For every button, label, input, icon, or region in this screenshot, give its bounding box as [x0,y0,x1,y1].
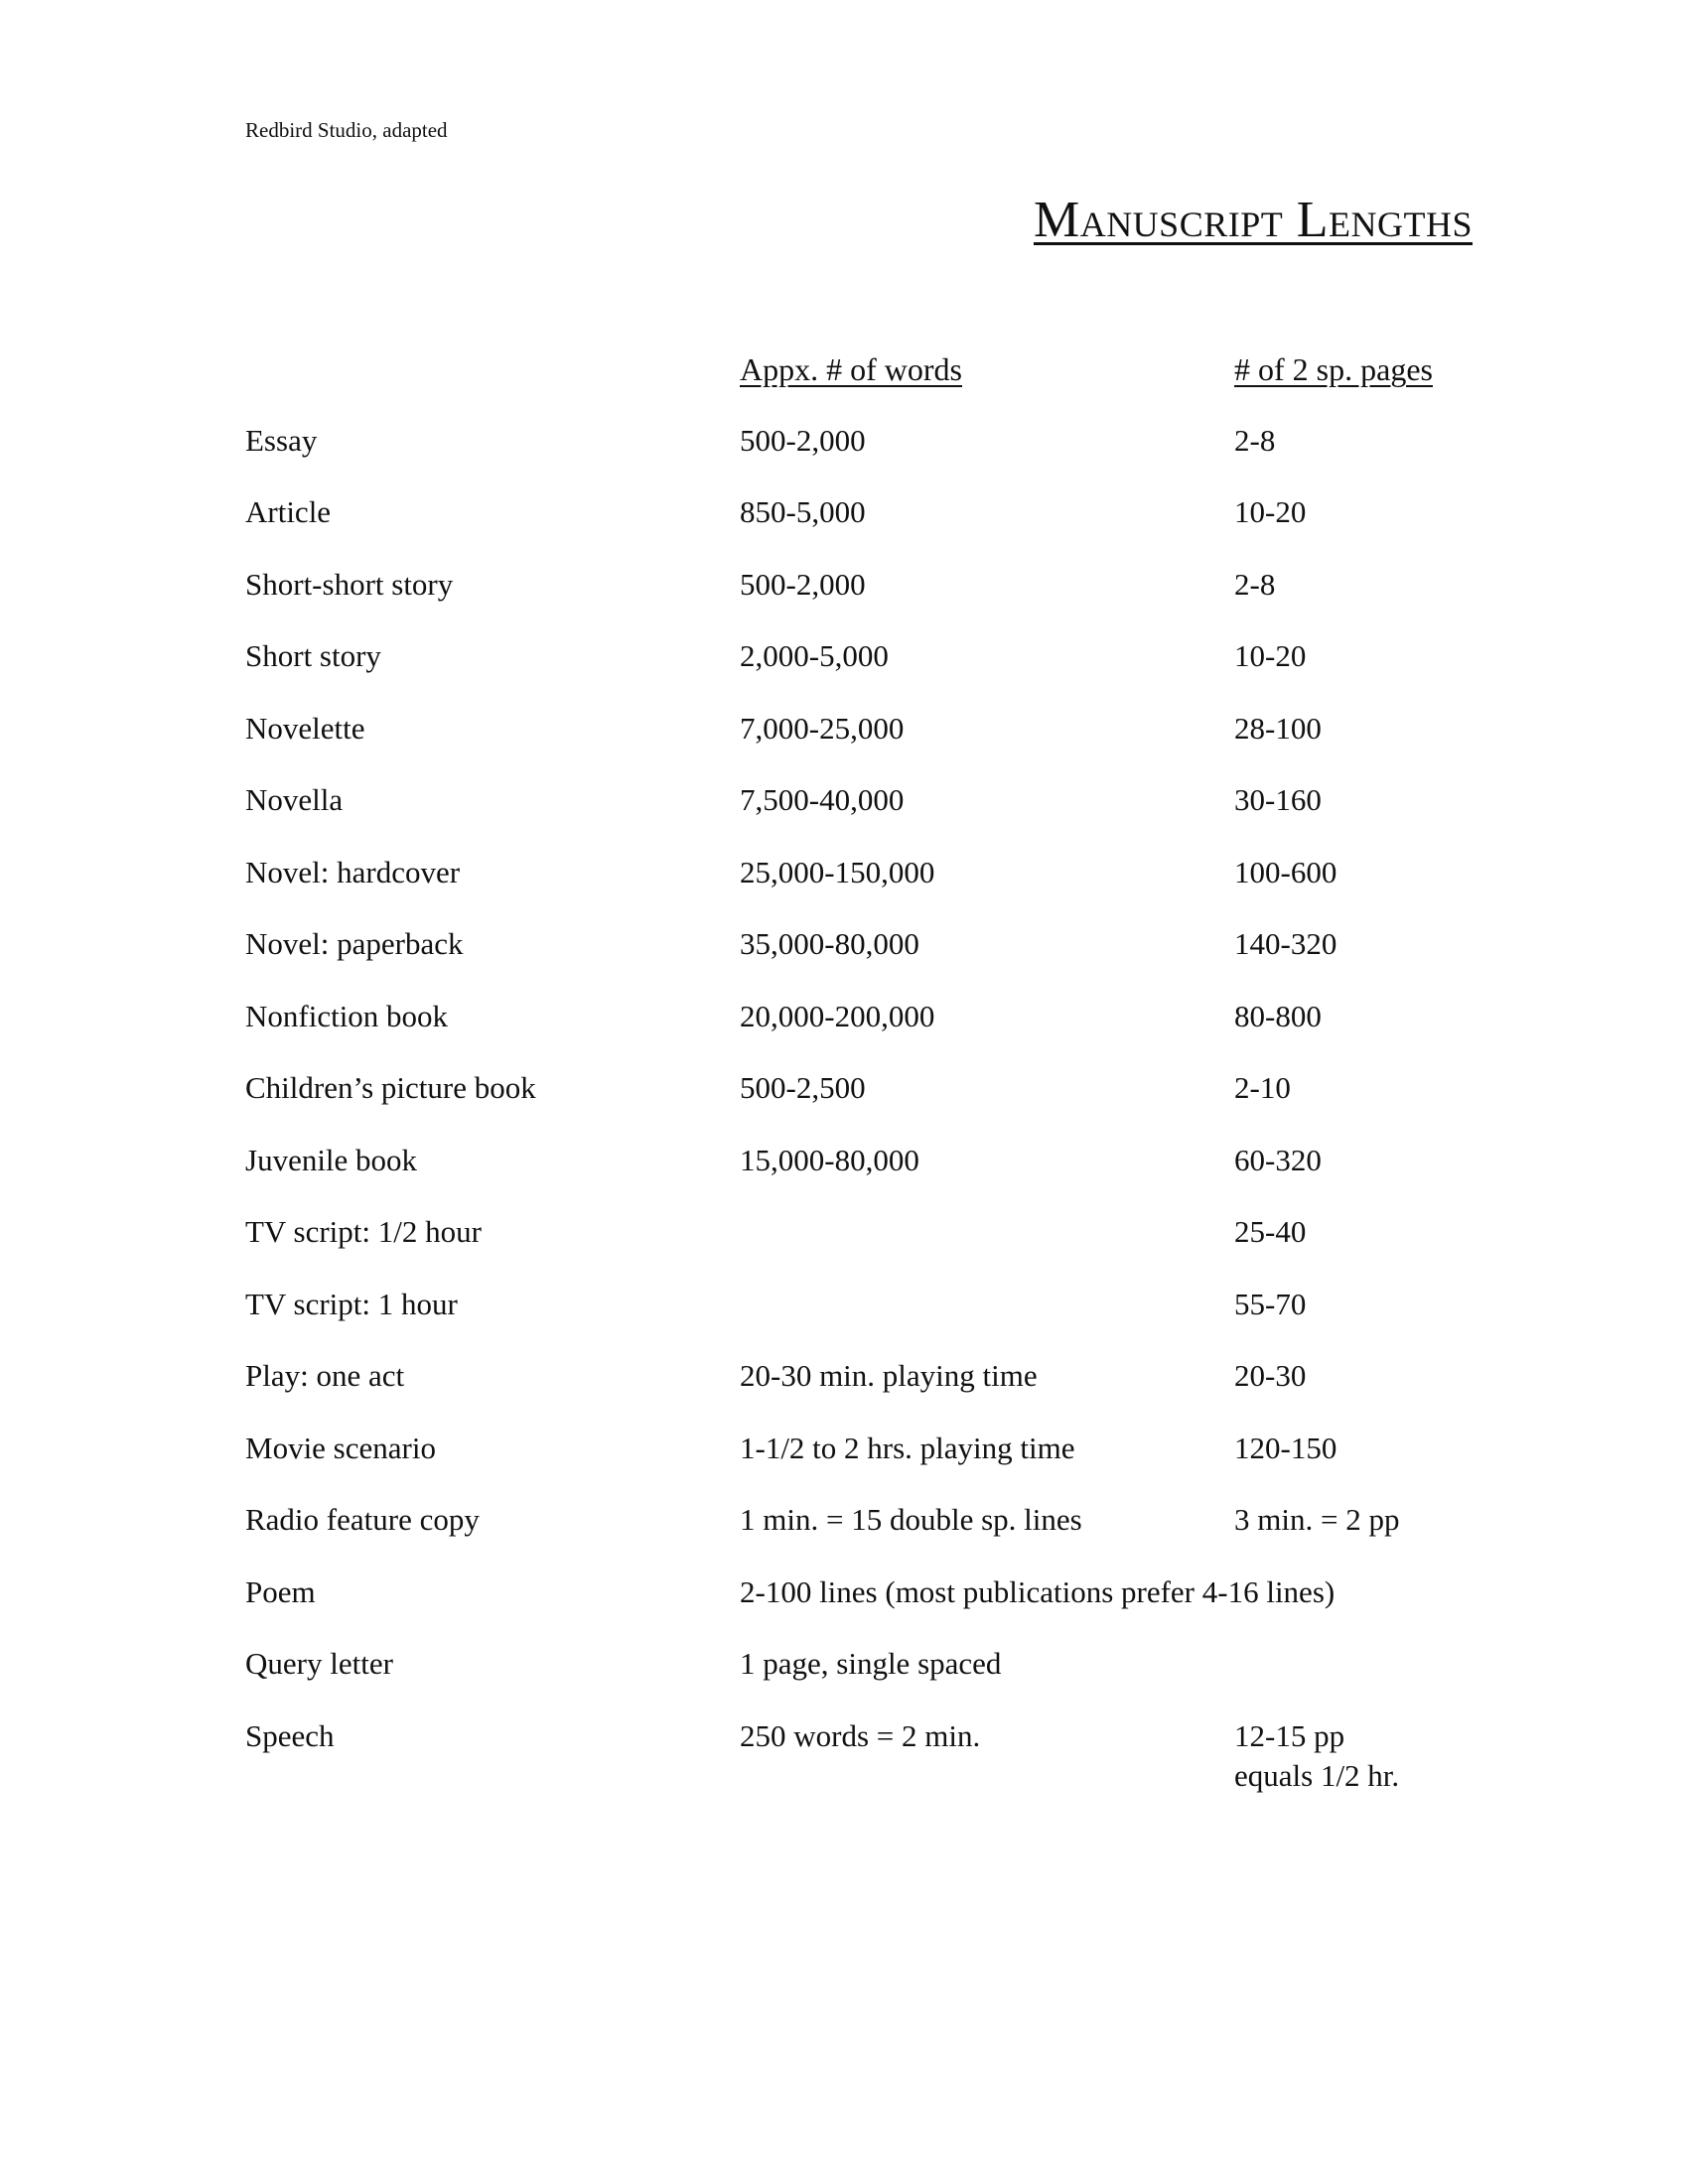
page-count: 28-100 [1234,711,1322,746]
page-count: 100-600 [1234,855,1337,889]
table-row [0,997,1688,1036]
page-count: 80-800 [1234,999,1322,1033]
page-count: 120-150 [1234,1431,1337,1465]
page-title: Manuscript Lengths [1033,192,1473,248]
manuscript-type: Novel: hardcover [245,855,461,889]
word-count: 15,000-80,000 [740,1143,919,1177]
table-row [0,1429,1688,1468]
table-row [0,780,1688,820]
page-count: 2-8 [1234,567,1276,602]
manuscript-type: Juvenile book [245,1143,418,1177]
manuscript-type: Short story [245,638,381,673]
manuscript-type: Speech [245,1718,335,1753]
page-count-main: 12-15 pp [1234,1718,1345,1753]
manuscript-type: Article [245,494,332,529]
table-row [0,1500,1688,1540]
page-count: 20-30 [1234,1358,1307,1393]
word-count: 1 page, single spaced [740,1646,1002,1681]
page-count: 2-8 [1234,423,1276,458]
table-row [0,709,1688,749]
word-count: 7,500-40,000 [740,782,905,817]
table-row [0,853,1688,892]
table-row [0,492,1688,532]
manuscript-type: Nonfiction book [245,999,449,1033]
table-row [0,565,1688,605]
table-row [0,1141,1688,1180]
word-count: 7,000-25,000 [740,711,905,746]
manuscript-type: Novelette [245,711,365,746]
table-row [0,636,1688,676]
table-row [0,1716,1688,1796]
manuscript-type: Novella [245,782,344,817]
page-count: 30-160 [1234,782,1322,817]
page-count-note: equals 1/2 hr. [1234,1758,1400,1793]
manuscript-type: Children’s picture book [245,1070,536,1105]
page-count [1234,1716,1399,1796]
page-count: 10-20 [1234,494,1307,529]
manuscript-type: TV script: 1/2 hour [245,1214,482,1249]
page-count: 25-40 [1234,1214,1307,1249]
source-note: Redbird Studio, adapted [245,118,448,142]
page-count: 10-20 [1234,638,1307,673]
page-count: 2-10 [1234,1070,1291,1105]
manuscript-type: Radio feature copy [245,1502,480,1537]
word-count: 2-100 lines (most publications prefer 4-16 lines) [740,1574,1336,1609]
table-row [0,1356,1688,1396]
word-count: 850-5,000 [740,494,866,529]
word-count: 250 words = 2 min. [740,1718,981,1753]
table-row [0,1212,1688,1252]
manuscript-type: Novel: paperback [245,926,464,961]
word-count: 500-2,500 [740,1070,866,1105]
table-row [0,421,1688,461]
page-count: 140-320 [1234,926,1337,961]
word-count: 1-1/2 to 2 hrs. playing time [740,1431,1075,1465]
word-count: 500-2,000 [740,423,866,458]
word-count: 2,000-5,000 [740,638,889,673]
page-count: 55-70 [1234,1287,1307,1321]
manuscript-type: Essay [245,423,318,458]
table-row [0,1644,1688,1684]
manuscript-type: Poem [245,1574,316,1609]
manuscript-type: Short-short story [245,567,454,602]
table-row [0,1285,1688,1324]
table-row [0,1068,1688,1108]
word-count: 1 min. = 15 double sp. lines [740,1502,1082,1537]
column-header-words: Appx. # of words [740,351,962,387]
manuscript-type: TV script: 1 hour [245,1287,458,1321]
word-count: 25,000-150,000 [740,855,935,889]
table-row [0,924,1688,964]
page-count: 3 min. = 2 pp [1234,1502,1400,1537]
column-header-pages: # of 2 sp. pages [1234,351,1433,387]
word-count: 35,000-80,000 [740,926,919,961]
manuscript-type: Movie scenario [245,1431,436,1465]
word-count: 20-30 min. playing time [740,1358,1038,1393]
manuscript-type: Query letter [245,1646,393,1681]
page-count: 60-320 [1234,1143,1322,1177]
word-count: 500-2,000 [740,567,866,602]
word-count: 20,000-200,000 [740,999,935,1033]
manuscript-type: Play: one act [245,1358,405,1393]
table-row [0,1572,1688,1612]
